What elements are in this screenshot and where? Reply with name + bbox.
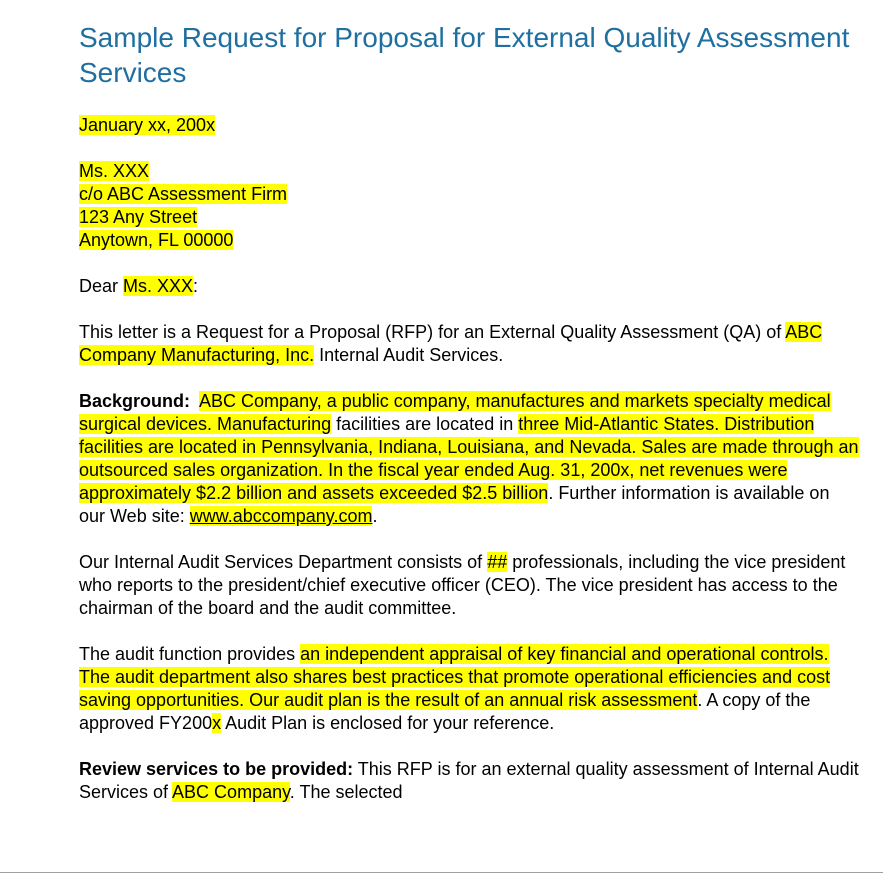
audit-text-2: . A copy of the approved FY200: [79, 690, 811, 733]
recipient-street: 123 Any Street: [79, 207, 198, 227]
intro-text-1: This letter is a Request for a Proposal (RFP) for an External Quality Assessment (QA) of: [79, 322, 786, 342]
date-text: January xx, 200x: [79, 115, 216, 135]
salutation-prefix: Dear: [79, 276, 124, 296]
recipient-firm: c/o ABC Assessment Firm: [79, 184, 288, 204]
review-heading: Review services to be provided:: [79, 759, 354, 779]
document-title: Sample Request for Proposal for External Quality Assessment Services: [79, 22, 850, 88]
website-link[interactable]: www.abccompany.com: [189, 506, 373, 526]
background-highlight-1: ABC Company, a public company, manufactures and markets specialty medical surgical devices. Manufacturing: [79, 391, 831, 434]
salutation: [79, 275, 859, 298]
intro-text-2: Internal Audit Services.: [314, 345, 504, 365]
audit-highlight-2: x: [212, 713, 222, 733]
recipient-address: [79, 160, 859, 252]
salutation-suffix: :: [193, 276, 199, 296]
recipient-city: Anytown, FL 00000: [79, 230, 234, 250]
background-heading: Background:: [79, 391, 191, 411]
department-text-2: professionals, including the vice president who reports to the president/chief executive officer (CEO). The vice president has access to the chairman of the board and the audit committee.: [79, 552, 846, 618]
background-text-1: facilities are located in: [331, 414, 519, 434]
background-paragraph: [79, 390, 859, 528]
letter-date: [79, 114, 859, 137]
review-text-2: . The selected: [289, 782, 403, 802]
salutation-name: Ms. XXX: [123, 276, 194, 296]
audit-text-1: The audit function provides: [79, 644, 301, 664]
intro-company: ABC Company Manufacturing, Inc.: [79, 322, 823, 365]
department-paragraph: [79, 551, 859, 620]
background-highlight-2: three Mid-Atlantic States. Distribution facilities are located in Pennsylvania, Indiana, Louisiana, and Nevada. Sales are made through an outsourced sales organization. In the fiscal year ended Aug. 31, 200x, net revenues were approximately $2.2 billion and assets exceeded $2.5 billion: [79, 414, 859, 503]
recipient-name: Ms. XXX: [79, 161, 150, 181]
page-bottom-divider: [0, 872, 883, 873]
intro-paragraph: [79, 321, 859, 367]
audit-text-3: Audit Plan is enclosed for your reference.: [221, 713, 555, 733]
review-text-1: This RFP is for an external quality assessment of Internal Audit Services of: [79, 759, 859, 802]
review-paragraph: [79, 758, 859, 804]
department-count: ##: [487, 552, 508, 572]
background-text-3: .: [372, 506, 378, 526]
letter-body: [79, 114, 859, 827]
department-text-1: Our Internal Audit Services Department consists of: [79, 552, 488, 572]
background-text-2: . Further information is available on our Web site:: [79, 483, 830, 526]
audit-highlight-1: an independent appraisal of key financial and operational controls. The audit department also shares best practices that promote operational efficiencies and cost saving opportunities. Our audit plan is the result of an annual risk assessment: [79, 644, 831, 710]
review-company: ABC Company: [172, 782, 290, 802]
audit-function-paragraph: [79, 643, 859, 735]
